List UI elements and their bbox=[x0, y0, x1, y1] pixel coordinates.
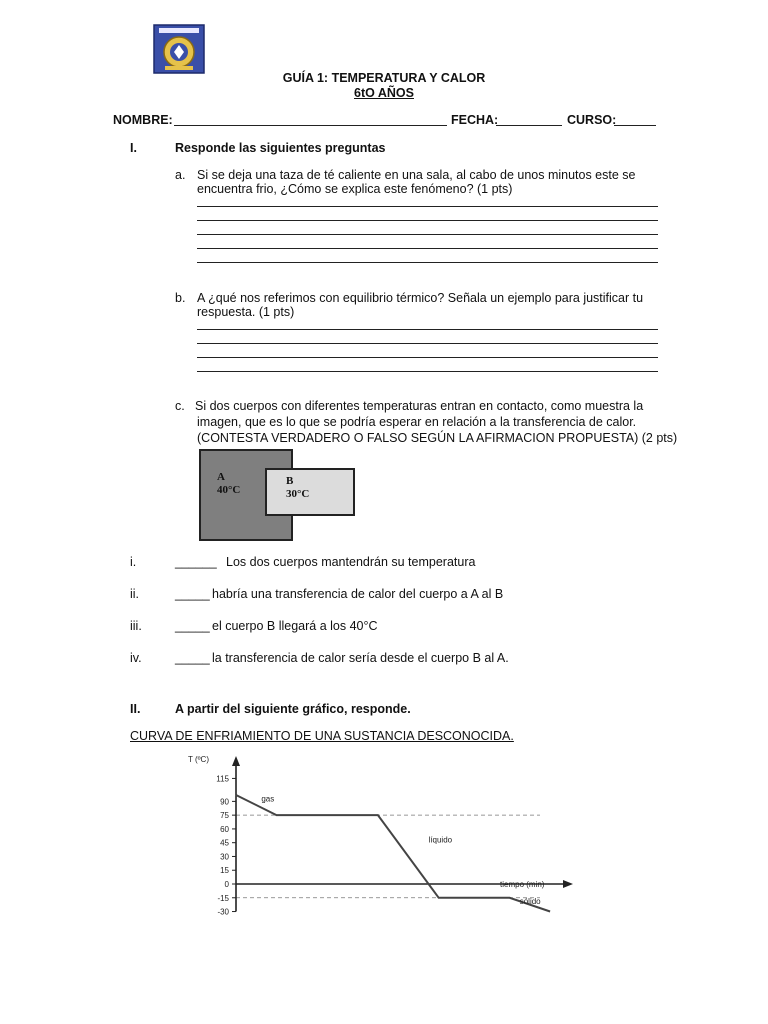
body-b-name: B bbox=[286, 475, 294, 487]
phase-label: sólido bbox=[519, 897, 541, 907]
phase-label: líquido bbox=[428, 835, 453, 845]
section1-heading: Responde las siguientes preguntas bbox=[175, 141, 386, 155]
statement-blank[interactable]: _____ bbox=[175, 587, 210, 601]
question-b-line1: A ¿qué nos referimos con equilibrio térmico? Señala un ejemplo para justificar tu bbox=[197, 291, 644, 305]
statement-numeral: iii. bbox=[130, 619, 142, 633]
body-b-temp: 30°C bbox=[286, 488, 310, 500]
body-a-name: A bbox=[217, 471, 225, 483]
statement-numeral: i. bbox=[130, 555, 137, 569]
name-field[interactable] bbox=[174, 125, 447, 126]
cooling-curve-chart bbox=[180, 750, 580, 920]
y-tick-label: 30 bbox=[220, 852, 229, 862]
worksheet-title: GUÍA 1: TEMPERATURA Y CALOR bbox=[282, 71, 486, 85]
chart-caption: CURVA DE ENFRIAMIENTO DE UNA SUSTANCIA DESCONOCIDA. bbox=[130, 729, 514, 743]
answer-b-line[interactable] bbox=[197, 371, 658, 372]
y-tick-label: 0 bbox=[224, 880, 229, 889]
date-field[interactable] bbox=[496, 125, 562, 126]
answer-a-line[interactable] bbox=[197, 234, 658, 235]
worksheet-subtitle: 6tO AÑOS bbox=[354, 86, 414, 100]
course-label: CURSO: bbox=[567, 113, 617, 127]
statement-blank[interactable]: _____ bbox=[175, 651, 210, 665]
y-axis-label: T (ºC) bbox=[188, 755, 209, 764]
statement-text: Los dos cuerpos mantendrán su temperatura bbox=[226, 555, 476, 569]
y-tick-label: 75 bbox=[220, 811, 229, 821]
answer-b-line[interactable] bbox=[197, 329, 658, 330]
y-tick-label: -30 bbox=[217, 907, 229, 917]
body-b-block bbox=[265, 468, 355, 516]
answer-b-line[interactable] bbox=[197, 357, 658, 358]
question-c-letter: c. bbox=[175, 399, 185, 413]
y-axis-arrow bbox=[232, 756, 240, 766]
y-tick-label: 115 bbox=[216, 774, 229, 784]
y-tick-label: -15 bbox=[217, 893, 229, 903]
cooling-curve-line bbox=[236, 795, 550, 912]
question-c-line1: Si dos cuerpos con diferentes temperaturas entran en contacto, como muestra la bbox=[195, 399, 644, 413]
answer-b-line[interactable] bbox=[197, 343, 658, 344]
question-b-letter: b. bbox=[175, 291, 186, 305]
y-tick-label: 60 bbox=[220, 824, 229, 834]
question-c-line2: imagen, que es lo que se podría esperar en relación a la transferencia de calor. bbox=[197, 415, 637, 429]
question-a-letter: a. bbox=[175, 168, 186, 182]
x-axis-label: tiempo (min) bbox=[500, 880, 545, 889]
question-a-line2: encuentra frio, ¿Cómo se explica este fenómeno? (1 pts) bbox=[197, 182, 513, 196]
section2-heading: A partir del siguiente gráfico, responde. bbox=[175, 702, 411, 716]
x-axis-arrow bbox=[563, 880, 573, 888]
statement-text: la transferencia de calor sería desde el cuerpo B al A. bbox=[212, 651, 509, 665]
body-a-temp: 40°C bbox=[217, 484, 241, 496]
answer-a-line[interactable] bbox=[197, 248, 658, 249]
statement-numeral: iv. bbox=[130, 651, 142, 665]
school-logo bbox=[153, 24, 205, 74]
phase-label: gas bbox=[261, 794, 275, 804]
section2-numeral: II. bbox=[130, 702, 141, 716]
y-tick-label: 15 bbox=[220, 866, 229, 876]
statement-blank[interactable]: _____ bbox=[175, 619, 210, 633]
y-tick-label: 90 bbox=[220, 797, 229, 807]
question-c-line3: (CONTESTA VERDADERO O FALSO SEGÚN LA AFIRMACION PROPUESTA) (2 pts) bbox=[197, 431, 678, 445]
y-tick-label: 45 bbox=[220, 838, 229, 848]
answer-a-line[interactable] bbox=[197, 206, 658, 207]
statement-numeral: ii. bbox=[130, 587, 140, 601]
answer-a-line[interactable] bbox=[197, 262, 658, 263]
name-label: NOMBRE: bbox=[113, 113, 173, 127]
statement-text: habría una transferencia de calor del cuerpo a A al B bbox=[212, 587, 504, 601]
statement-blank[interactable]: ______ bbox=[175, 555, 217, 569]
course-field[interactable] bbox=[614, 125, 656, 126]
statement-text: el cuerpo B llegará a los 40°C bbox=[212, 619, 378, 633]
answer-a-line[interactable] bbox=[197, 220, 658, 221]
question-a-line1: Si se deja una taza de té caliente en una sala, al cabo de unos minutos este se bbox=[197, 168, 636, 182]
section1-numeral: I. bbox=[130, 141, 137, 155]
date-label: FECHA: bbox=[451, 113, 499, 127]
question-b-line2: respuesta. (1 pts) bbox=[197, 305, 295, 319]
